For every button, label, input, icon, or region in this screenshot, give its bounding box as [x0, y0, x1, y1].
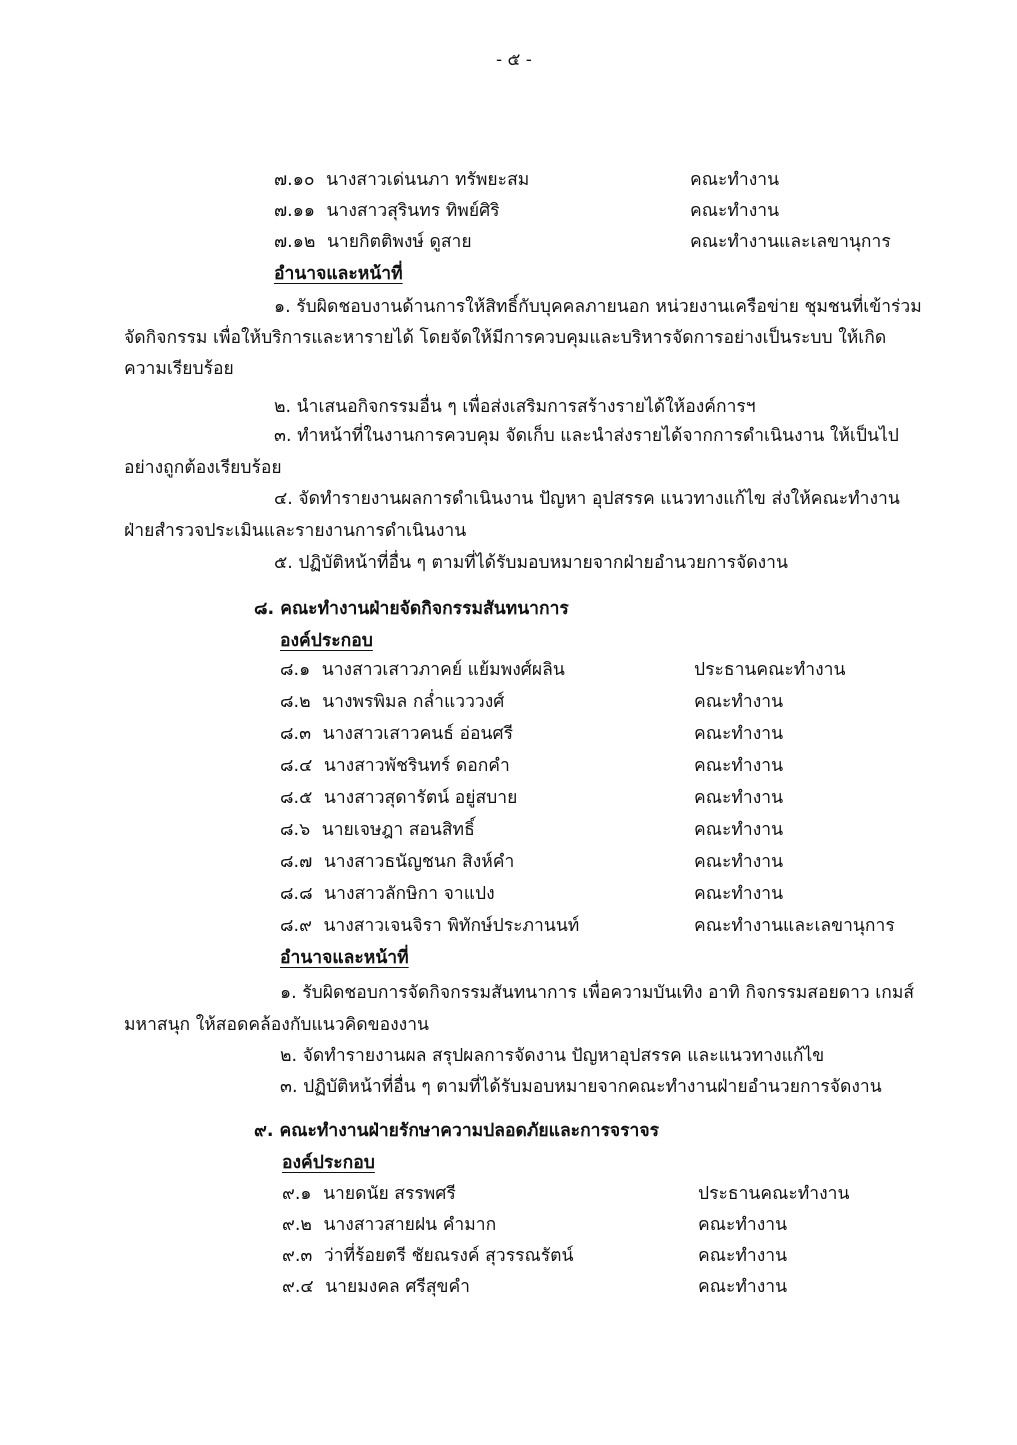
member-name: นางสาวลักษิกา จาแปง — [324, 884, 495, 904]
member-name: นายกิตติพงษ์ ดูสาย — [326, 232, 472, 252]
member-row — [280, 790, 517, 808]
member-row — [282, 1217, 496, 1235]
member-number: ๙.๓ — [282, 1246, 313, 1266]
member-number: ๘.๙ — [280, 916, 312, 936]
member-role: คณะทำงาน — [694, 820, 784, 840]
duty-item-continued: อย่างถูกต้องเรียบร้อย — [124, 458, 282, 478]
member-name: นางสาวพัชรินทร์ ดอกคำ — [323, 756, 510, 776]
duty-item-continued: ความเรียบร้อย — [124, 359, 234, 379]
member-number: ๙.๑ — [282, 1184, 312, 1204]
duty-item: ๕. ปฏิบัติหน้าที่อื่น ๆ ตามที่ได้รับมอบหมายจากฝ่ายอำนวยการจัดงาน — [274, 553, 788, 573]
duty-item: ๓. ทำหน้าที่ในงานการควบคุม จัดเก็บ และนำส่งรายได้จากการดำเนินงาน ให้เป็นไป — [274, 426, 899, 446]
duties-heading: อำนาจและหน้าที่ — [280, 948, 409, 968]
duty-item: ๒. นำเสนอกิจกรรมอื่น ๆ เพื่อส่งเสริมการสร้างรายได้ให้องค์การฯ — [274, 397, 756, 417]
composition-heading: องค์ประกอบ — [282, 1153, 375, 1173]
member-role: คณะทำงานและเลขานุการ — [690, 232, 891, 252]
member-role: คณะทำงาน — [698, 1277, 788, 1297]
duty-item: ๑. รับผิดชอบงานด้านการให้สิทธิ์กับบุคคลภายนอก หน่วยงานเครือข่าย ชุมชนที่เข้าร่วม — [274, 297, 922, 317]
member-role: คณะทำงาน — [694, 756, 784, 776]
member-name: ว่าที่ร้อยตรี ชัยณรงค์ สุวรรณรัตน์ — [323, 1246, 574, 1266]
member-number: ๘.๕ — [280, 788, 313, 808]
member-row — [274, 172, 529, 190]
member-row — [282, 1248, 573, 1266]
member-role: คณะทำงาน — [694, 724, 784, 744]
duty-item: ๓. ปฏิบัติหน้าที่อื่น ๆ ตามที่ได้รับมอบหมายจากคณะทำงานฝ่ายอำนวยการจัดงาน — [280, 1077, 882, 1097]
member-name: นายดนัย สรรพศรี — [323, 1184, 456, 1204]
duties-heading: อำนาจและหน้าที่ — [274, 264, 403, 284]
duty-item: ๑. รับผิดชอบการจัดกิจกรรมสันทนาการ เพื่อความบันเทิง อาทิ กิจกรรมสอยดาว เกมส์ — [280, 983, 915, 1003]
member-row — [274, 203, 500, 221]
member-row — [282, 1279, 470, 1297]
duty-item: ๒. จัดทำรายงานผล สรุปผลการจัดงาน ปัญหาอุปสรรค และแนวทางแก้ไข — [280, 1046, 825, 1066]
member-number: ๘.๖ — [280, 820, 311, 840]
member-role: คณะทำงาน — [698, 1246, 788, 1266]
member-name: นางสาวธนัญชนก สิงห์คำ — [323, 852, 515, 872]
member-row — [280, 886, 495, 904]
member-row — [280, 758, 510, 776]
member-role: คณะทำงาน — [694, 852, 784, 872]
member-number: ๗.๑๑ — [274, 201, 315, 221]
composition-heading: องค์ประกอบ — [280, 631, 373, 651]
member-role: คณะทำงานและเลขานุการ — [694, 916, 895, 936]
member-number: ๗.๑๐ — [274, 170, 315, 190]
member-role: ประธานคณะทำงาน — [698, 1184, 850, 1204]
section-title: ๘. คณะทำงานฝ่ายจัดกิจกรรมสันทนาการ — [254, 599, 569, 619]
member-name: นางสาวเสาวคนธ์ อ่อนศรี — [322, 724, 513, 744]
member-number: ๘.๗ — [280, 852, 313, 872]
member-number: ๘.๔ — [280, 756, 313, 776]
member-role: คณะทำงาน — [694, 788, 784, 808]
member-name: นางพรพิมล กล่ำแวววงศ์ — [322, 692, 505, 712]
member-name: นางสาวเด่นนภา ทรัพยะสม — [326, 170, 530, 190]
member-role: คณะทำงาน — [698, 1215, 788, 1235]
member-name: นางสาวเสาวภาคย์ แย้มพงศ์ผลิน — [321, 660, 565, 680]
member-number: ๘.๓ — [280, 724, 312, 744]
page-number: - ๕ - — [496, 50, 532, 70]
member-row — [274, 234, 472, 252]
member-number: ๙.๒ — [282, 1215, 312, 1235]
member-role: คณะทำงาน — [694, 692, 784, 712]
member-number: ๘.๑ — [280, 660, 311, 680]
duty-item-continued: มหาสนุก ให้สอดคล้องกับแนวคิดของงาน — [124, 1015, 430, 1035]
member-row — [282, 1186, 456, 1204]
member-row — [280, 662, 565, 680]
section-title: ๙. คณะทำงานฝ่ายรักษาความปลอดภัยและการจราจร — [254, 1121, 660, 1141]
member-name: นายเจษฎา สอนสิทธิ์ — [321, 820, 475, 840]
member-number: ๘.๘ — [280, 884, 313, 904]
member-name: นางสาวสุรินทร ทิพย์ศิริ — [326, 201, 500, 221]
member-name: นางสาวสุดารัตน์ อยู่สบาย — [323, 788, 518, 808]
member-name: นายมงคล ศรีสุขคำ — [325, 1277, 471, 1297]
duty-item-continued: จัดกิจกรรม เพื่อให้บริการและหารายได้ โดยจัดให้มีการควบคุมและบริหารจัดการอย่างเป็นระบบ ให้เกิด — [124, 328, 887, 348]
member-row — [280, 822, 475, 840]
member-role: ประธานคณะทำงาน — [694, 660, 846, 680]
member-name: นางสาวสายฝน คำมาก — [323, 1215, 497, 1235]
member-number: ๘.๒ — [280, 692, 311, 712]
member-role: คณะทำงาน — [690, 170, 780, 190]
member-number: ๗.๑๒ — [274, 232, 316, 252]
member-name: นางสาวเจนจิรา พิทักษ์ประภานนท์ — [323, 916, 580, 936]
member-row — [280, 694, 504, 712]
member-row — [280, 854, 514, 872]
duty-item-continued: ฝ่ายสำรวจประเมินและรายงานการดำเนินงาน — [124, 521, 467, 541]
member-role: คณะทำงาน — [694, 884, 784, 904]
member-row — [280, 918, 579, 936]
duty-item: ๔. จัดทำรายงานผลการดำเนินงาน ปัญหา อุปสรรค แนวทางแก้ไข ส่งให้คณะทำงาน — [274, 489, 900, 509]
member-row — [280, 726, 513, 744]
member-number: ๙.๔ — [282, 1277, 314, 1297]
member-role: คณะทำงาน — [690, 201, 780, 221]
